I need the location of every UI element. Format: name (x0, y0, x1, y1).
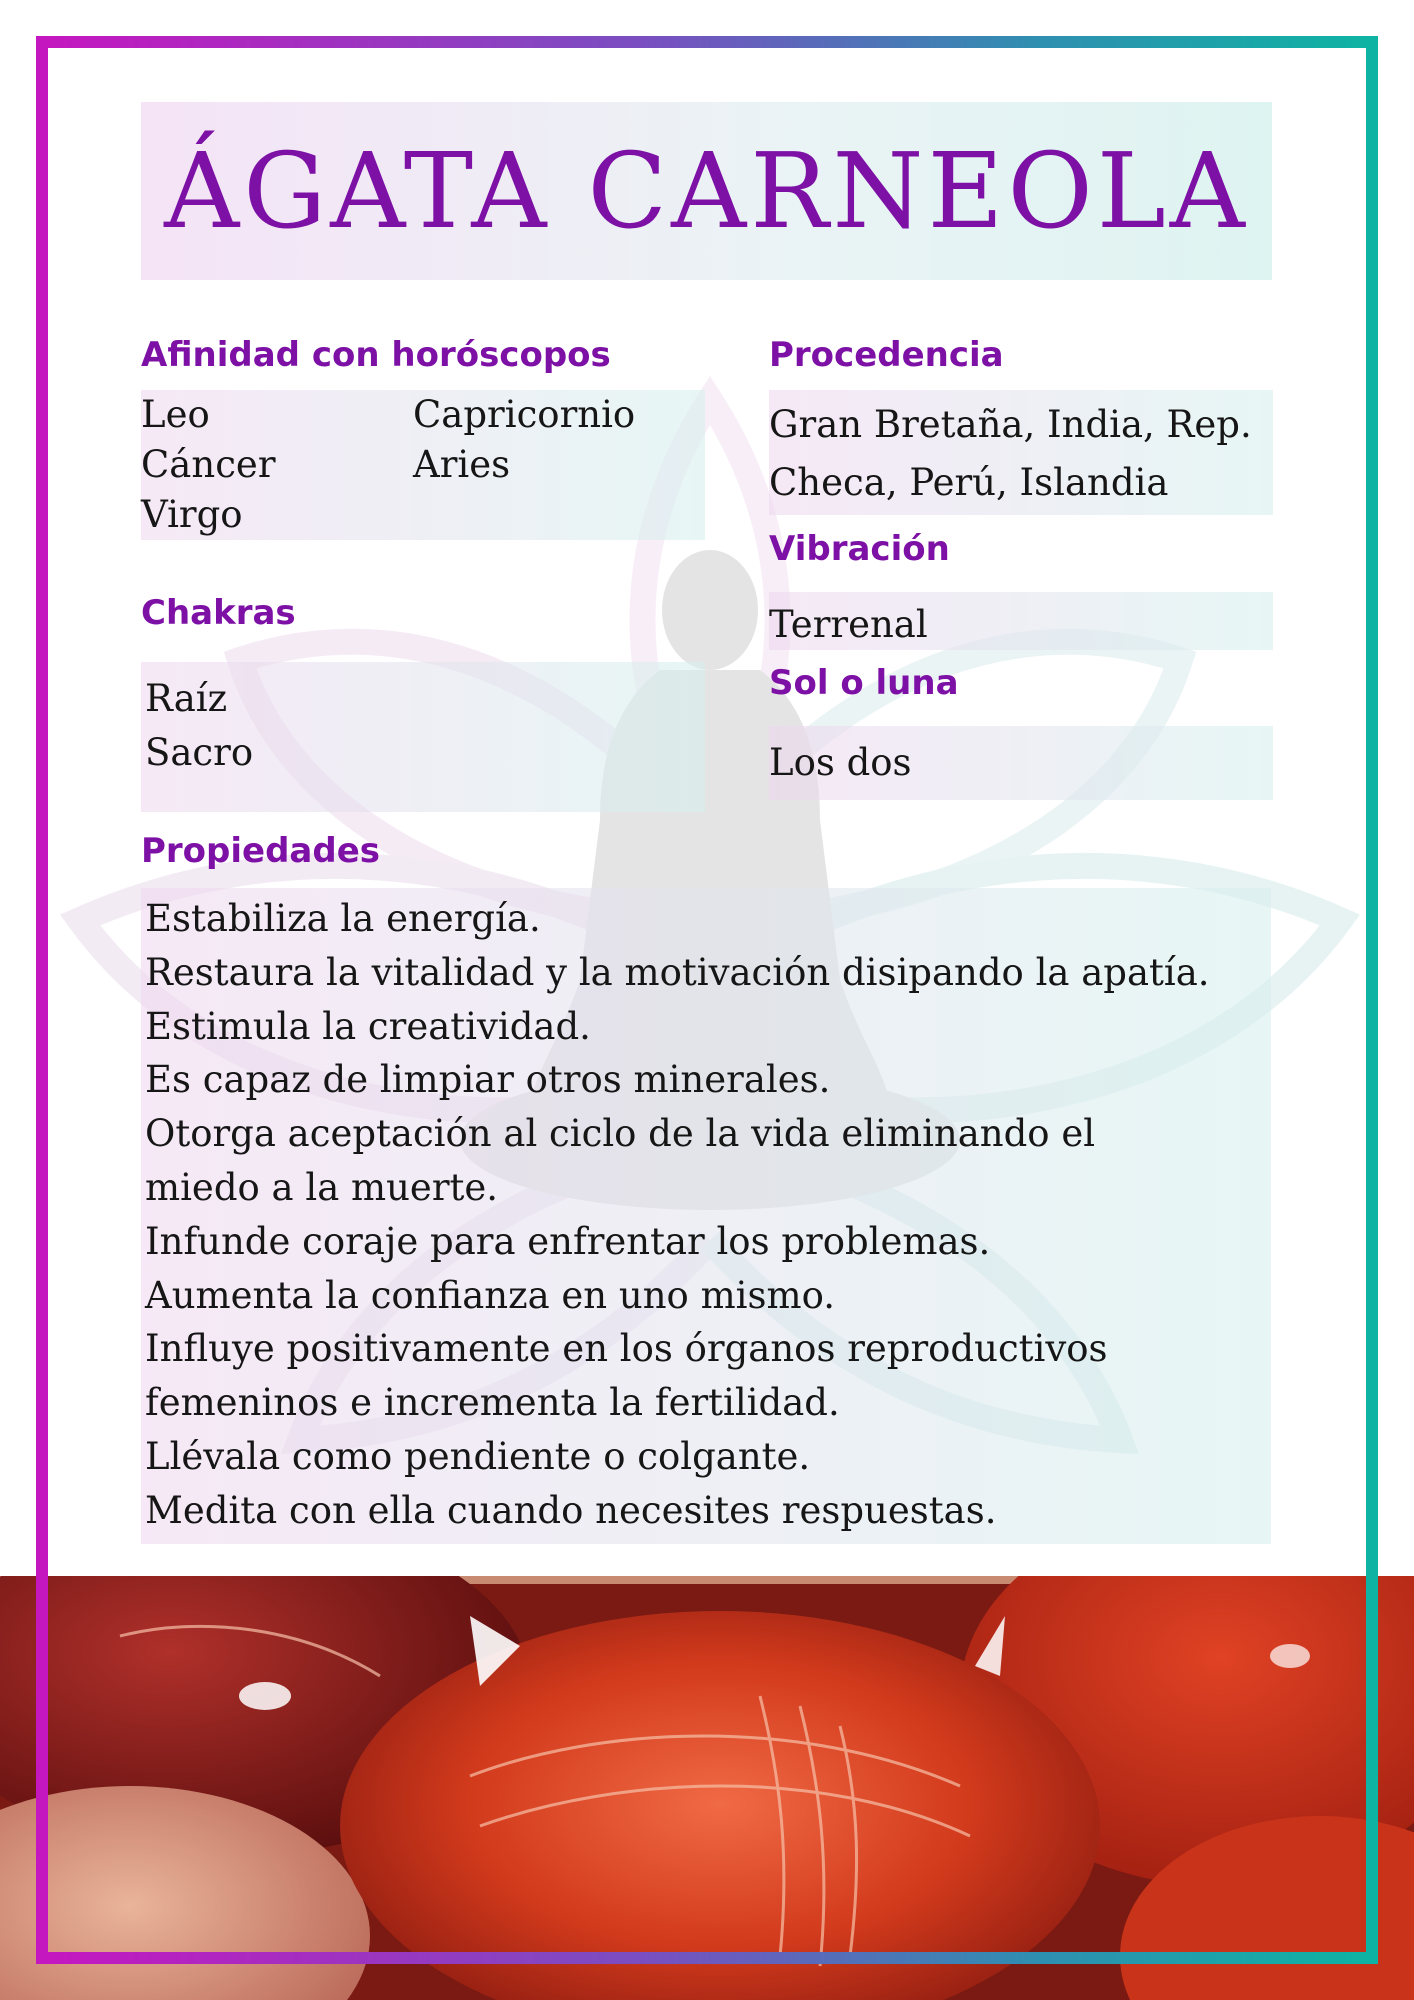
procedencia-line: Checa, Perú, Islandia (769, 461, 1169, 504)
chakras-label: Chakras (141, 593, 296, 633)
horoscopo-item: Cáncer (141, 443, 276, 486)
horoscopo-item: Capricornio (413, 393, 636, 436)
propiedad-line: Restaura la vitalidad y la motivación disipando la apatía. (145, 950, 1210, 994)
propiedad-line: Llévala como pendiente o colgante. (145, 1434, 811, 1478)
horoscopos-panel (141, 390, 705, 540)
horoscopo-item: Virgo (141, 493, 243, 536)
vibracion-label: Vibración (769, 529, 950, 569)
chakras-panel (141, 662, 705, 812)
propiedades-panel (141, 888, 1271, 1544)
chakra-item: Raíz (145, 677, 228, 720)
vibracion-value: Terrenal (769, 603, 928, 646)
horoscopos-column-1 (141, 390, 413, 540)
propiedad-line: Estabiliza la energía. (145, 897, 541, 940)
sol-luna-value: Los dos (769, 741, 912, 784)
horoscopo-item: Aries (413, 443, 511, 486)
carnelian-agate-stones-photo (0, 1576, 1414, 2000)
propiedad-line: Medita con ella cuando necesites respuestas. (145, 1488, 997, 1532)
propiedad-line: Infunde coraje para enfrentar los problemas. (145, 1219, 991, 1263)
horoscopos-label: Afinidad con horóscopos (141, 335, 611, 375)
procedencia-panel (769, 390, 1273, 515)
procedencia-line: Gran Bretaña, India, Rep. (769, 403, 1252, 446)
page-title: ÁGATA CARNEOLA (164, 130, 1249, 252)
horoscopo-item: Leo (141, 393, 210, 436)
propiedad-line: Estimula la creatividad. (145, 1004, 591, 1048)
propiedad-line: femeninos e incrementa la fertilidad. (145, 1381, 840, 1425)
propiedad-line: Es capaz de limpiar otros minerales. (145, 1058, 831, 1102)
title-banner (141, 102, 1272, 280)
procedencia-label: Procedencia (769, 335, 1004, 375)
chakra-item: Sacro (145, 731, 254, 774)
sol-luna-panel (769, 726, 1273, 800)
sol-luna-label: Sol o luna (769, 663, 959, 703)
propiedad-line: Aumenta la confianza en uno mismo. (145, 1273, 835, 1317)
propiedades-label: Propiedades (141, 831, 381, 871)
propiedad-line: miedo a la muerte. (145, 1165, 499, 1209)
propiedad-line: Influye positivamente en los órganos reproductivos (145, 1327, 1108, 1371)
vibracion-panel (769, 592, 1273, 650)
propiedad-line: Otorga aceptación al ciclo de la vida eliminando el (145, 1112, 1096, 1156)
horoscopos-column-2 (413, 390, 673, 540)
